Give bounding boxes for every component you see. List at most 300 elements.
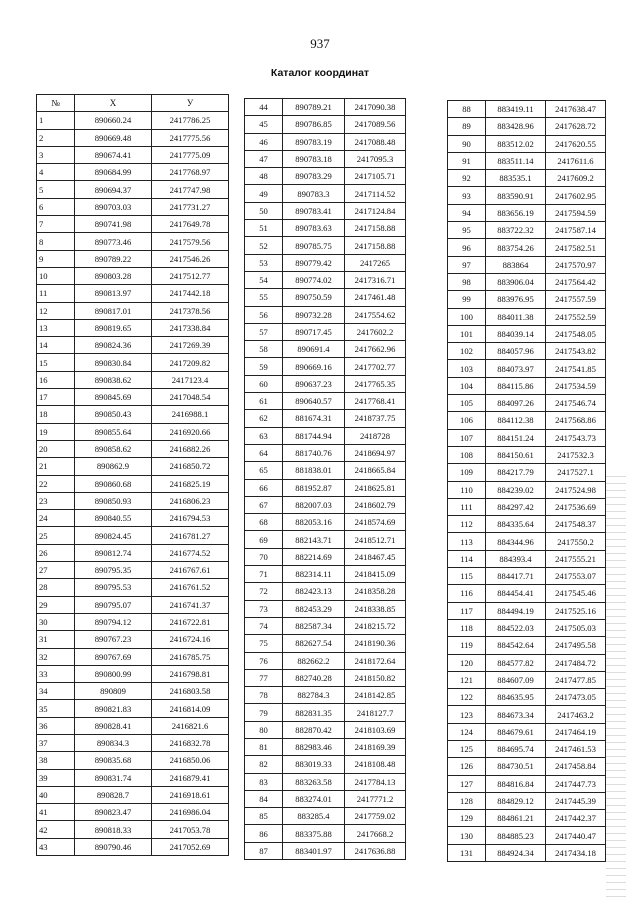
y-coordinate: 2417668.2: [345, 825, 406, 842]
y-coordinate: 2417554.62: [345, 306, 406, 323]
y-coordinate: 2417579.56: [152, 233, 229, 250]
point-number: 73: [245, 600, 283, 617]
x-coordinate: 890862.9: [75, 458, 152, 475]
table-row: [245, 738, 406, 755]
y-coordinate: 2417636.88: [345, 842, 406, 859]
point-number: 68: [245, 514, 283, 531]
table-row: [245, 444, 406, 461]
point-number: 99: [448, 291, 486, 308]
point-number: 9: [37, 250, 75, 267]
point-number: 126: [448, 758, 486, 775]
point-number: 19: [37, 423, 75, 440]
x-coordinate: 884522.03: [486, 619, 546, 636]
x-coordinate: 884635.95: [486, 689, 546, 706]
table-row: [37, 631, 229, 648]
table-row: [448, 101, 606, 118]
y-coordinate: 2418728: [345, 427, 406, 444]
table-row: [448, 360, 606, 377]
x-coordinate: 883511.14: [486, 152, 546, 169]
point-number: 66: [245, 479, 283, 496]
y-coordinate: 2417442.18: [152, 285, 229, 302]
point-number: 69: [245, 531, 283, 548]
x-coordinate: 890794.12: [75, 613, 152, 630]
y-coordinate: 2416879.41: [152, 769, 229, 786]
point-number: 61: [245, 393, 283, 410]
table-row: [448, 792, 606, 809]
point-number: 76: [245, 652, 283, 669]
point-number: 78: [245, 687, 283, 704]
y-coordinate: 2416794.53: [152, 510, 229, 527]
table-row: [37, 648, 229, 665]
y-coordinate: 2418512.71: [345, 531, 406, 548]
point-number: 114: [448, 550, 486, 567]
y-coordinate: 2417594.59: [546, 204, 606, 221]
point-number: 20: [37, 440, 75, 457]
y-coordinate: 2417461.48: [345, 289, 406, 306]
table-row: [448, 602, 606, 619]
x-coordinate: 882983.46: [283, 738, 345, 755]
y-coordinate: 2417759.02: [345, 808, 406, 825]
y-coordinate: 2417447.73: [546, 775, 606, 792]
y-coordinate: 2418190.36: [345, 635, 406, 652]
table-row: [245, 721, 406, 738]
table-row: [245, 271, 406, 288]
table-row: [37, 613, 229, 630]
table-row: [245, 704, 406, 721]
y-coordinate: 2418737.75: [345, 410, 406, 427]
y-coordinate: 2417602.95: [546, 187, 606, 204]
table-row: [245, 514, 406, 531]
point-number: 83: [245, 773, 283, 790]
point-number: 80: [245, 721, 283, 738]
y-coordinate: 2417124.84: [345, 202, 406, 219]
point-number: 56: [245, 306, 283, 323]
point-number: 101: [448, 325, 486, 342]
x-coordinate: 883976.95: [486, 291, 546, 308]
point-number: 117: [448, 602, 486, 619]
x-coordinate: 883754.26: [486, 239, 546, 256]
x-coordinate: 890819.65: [75, 319, 152, 336]
table-row: [37, 700, 229, 717]
table-row: [245, 600, 406, 617]
point-number: 50: [245, 202, 283, 219]
table-row: [245, 116, 406, 133]
x-coordinate: 882662.2: [283, 652, 345, 669]
point-number: 18: [37, 406, 75, 423]
y-coordinate: 2416724.16: [152, 631, 229, 648]
y-coordinate: 2417582.51: [546, 239, 606, 256]
table-row: [448, 585, 606, 602]
x-coordinate: 883019.33: [283, 756, 345, 773]
y-coordinate: 2417747.98: [152, 181, 229, 198]
point-number: 31: [37, 631, 75, 648]
point-number: 8: [37, 233, 75, 250]
x-coordinate: 884239.02: [486, 481, 546, 498]
table-row: [448, 118, 606, 135]
x-coordinate: 884417.71: [486, 568, 546, 585]
point-number: 90: [448, 135, 486, 152]
x-coordinate: 884073.97: [486, 360, 546, 377]
table-row: [245, 669, 406, 686]
table-row: [448, 446, 606, 463]
x-coordinate: 884885.23: [486, 827, 546, 844]
point-number: 16: [37, 371, 75, 388]
table-row: [245, 531, 406, 548]
table-row: [37, 371, 229, 388]
table-row: [37, 665, 229, 682]
table-row: [448, 706, 606, 723]
point-number: 63: [245, 427, 283, 444]
x-coordinate: 890860.68: [75, 475, 152, 492]
y-coordinate: 2417524.98: [546, 481, 606, 498]
table-row: [448, 222, 606, 239]
y-coordinate: 2417461.53: [546, 740, 606, 757]
y-coordinate: 2417512.77: [152, 267, 229, 284]
point-number: 82: [245, 756, 283, 773]
point-number: 54: [245, 271, 283, 288]
x-coordinate: 890830.84: [75, 354, 152, 371]
table-row: [245, 168, 406, 185]
y-coordinate: 2416774.52: [152, 544, 229, 561]
x-coordinate: 890767.23: [75, 631, 152, 648]
table-row: [245, 583, 406, 600]
y-coordinate: 2417527.1: [546, 464, 606, 481]
coordinates-table-2: [244, 98, 406, 860]
y-coordinate: 2417440.47: [546, 827, 606, 844]
x-coordinate: 890823.47: [75, 804, 152, 821]
point-number: 53: [245, 254, 283, 271]
x-coordinate: 890717.45: [283, 323, 345, 340]
x-coordinate: 884695.74: [486, 740, 546, 757]
point-number: 96: [448, 239, 486, 256]
x-coordinate: 890774.02: [283, 271, 345, 288]
point-number: 91: [448, 152, 486, 169]
y-coordinate: 2417775.09: [152, 146, 229, 163]
table-row: [448, 343, 606, 360]
table-row: [448, 775, 606, 792]
point-number: 87: [245, 842, 283, 859]
x-coordinate: 890850.43: [75, 406, 152, 423]
y-coordinate: 2417702.77: [345, 358, 406, 375]
point-number: 62: [245, 410, 283, 427]
x-coordinate: 890674.41: [75, 146, 152, 163]
y-coordinate: 2417775.56: [152, 129, 229, 146]
y-coordinate: 2418172.64: [345, 652, 406, 669]
table-row: [448, 239, 606, 256]
table-row: [245, 635, 406, 652]
x-coordinate: 883401.97: [283, 842, 345, 859]
table-row: [245, 756, 406, 773]
y-coordinate: 2416722.81: [152, 613, 229, 630]
x-coordinate: 890824.36: [75, 337, 152, 354]
point-number: 1: [37, 112, 75, 129]
x-coordinate: 884151.24: [486, 429, 546, 446]
y-coordinate: 2417434.18: [546, 844, 606, 861]
table-row: [37, 440, 229, 457]
y-coordinate: 2417611.6: [546, 152, 606, 169]
point-number: 98: [448, 273, 486, 290]
y-coordinate: 2416803.58: [152, 683, 229, 700]
x-coordinate: 890858.62: [75, 440, 152, 457]
x-coordinate: 890783.19: [283, 133, 345, 150]
x-coordinate: 890669.48: [75, 129, 152, 146]
x-coordinate: 890783.3: [283, 185, 345, 202]
table-row: [448, 256, 606, 273]
x-coordinate: 884115.86: [486, 377, 546, 394]
x-coordinate: 884730.51: [486, 758, 546, 775]
y-coordinate: 2418574.69: [345, 514, 406, 531]
table-row: [37, 354, 229, 371]
x-coordinate: 890691.4: [283, 341, 345, 358]
table-row: [448, 377, 606, 394]
y-coordinate: 2416986.04: [152, 804, 229, 821]
y-coordinate: 2417269.39: [152, 337, 229, 354]
y-coordinate: 2417532.3: [546, 446, 606, 463]
x-coordinate: 890779.42: [283, 254, 345, 271]
point-number: 17: [37, 389, 75, 406]
y-coordinate: 2416785.75: [152, 648, 229, 665]
point-number: 104: [448, 377, 486, 394]
x-coordinate: 881952.87: [283, 479, 345, 496]
y-coordinate: 2417548.37: [546, 516, 606, 533]
header-number: №: [37, 95, 75, 112]
table-row: [37, 302, 229, 319]
table-row: [448, 325, 606, 342]
y-coordinate: 2417628.72: [546, 118, 606, 135]
x-coordinate: 882214.69: [283, 548, 345, 565]
x-coordinate: 890824.45: [75, 527, 152, 544]
table-row: [37, 579, 229, 596]
table-row: [245, 150, 406, 167]
table-row: [448, 291, 606, 308]
point-number: 123: [448, 706, 486, 723]
x-coordinate: 883428.96: [486, 118, 546, 135]
point-number: 113: [448, 533, 486, 550]
x-coordinate: 890783.41: [283, 202, 345, 219]
x-coordinate: 884861.21: [486, 810, 546, 827]
table-row: [37, 164, 229, 181]
table-row: [448, 412, 606, 429]
table-row: [37, 804, 229, 821]
y-coordinate: 2417552.59: [546, 308, 606, 325]
table-row: [448, 810, 606, 827]
point-number: 57: [245, 323, 283, 340]
point-number: 59: [245, 358, 283, 375]
point-number: 84: [245, 790, 283, 807]
table-row: [448, 187, 606, 204]
x-coordinate: 884150.61: [486, 446, 546, 463]
y-coordinate: 2417649.78: [152, 216, 229, 233]
x-coordinate: 890817.01: [75, 302, 152, 319]
table-row: [448, 273, 606, 290]
point-number: 39: [37, 769, 75, 786]
point-number: 55: [245, 289, 283, 306]
table-row: [37, 285, 229, 302]
point-number: 77: [245, 669, 283, 686]
y-coordinate: 2417546.74: [546, 395, 606, 412]
x-coordinate: 881674.31: [283, 410, 345, 427]
point-number: 92: [448, 170, 486, 187]
y-coordinate: 2418338.85: [345, 600, 406, 617]
x-coordinate: 881838.01: [283, 462, 345, 479]
y-coordinate: 2417090.38: [345, 99, 406, 116]
table-row: [37, 492, 229, 509]
y-coordinate: 2416850.06: [152, 752, 229, 769]
table-row: [37, 769, 229, 786]
x-coordinate: 890818.33: [75, 821, 152, 838]
table-row: [448, 429, 606, 446]
x-coordinate: 883419.11: [486, 101, 546, 118]
x-coordinate: 890789.21: [283, 99, 345, 116]
x-coordinate: 890855.64: [75, 423, 152, 440]
y-coordinate: 2418602.79: [345, 496, 406, 513]
point-number: 97: [448, 256, 486, 273]
table-row: [37, 562, 229, 579]
table-row: [245, 393, 406, 410]
table-row: [37, 216, 229, 233]
x-coordinate: 884011.38: [486, 308, 546, 325]
table-row: [37, 838, 229, 855]
y-coordinate: 2416918.61: [152, 786, 229, 803]
table-row: [448, 516, 606, 533]
point-number: 122: [448, 689, 486, 706]
point-number: 108: [448, 446, 486, 463]
x-coordinate: 890783.29: [283, 168, 345, 185]
y-coordinate: 2417570.97: [546, 256, 606, 273]
y-coordinate: 2417662.96: [345, 341, 406, 358]
x-coordinate: 884393.4: [486, 550, 546, 567]
y-coordinate: 2417768.41: [345, 393, 406, 410]
point-number: 72: [245, 583, 283, 600]
point-number: 4: [37, 164, 75, 181]
table-row: [448, 170, 606, 187]
point-number: 88: [448, 101, 486, 118]
x-coordinate: 890800.99: [75, 665, 152, 682]
point-number: 42: [37, 821, 75, 838]
point-number: 130: [448, 827, 486, 844]
x-coordinate: 890850.93: [75, 492, 152, 509]
table-row: [37, 510, 229, 527]
point-number: 13: [37, 319, 75, 336]
point-number: 41: [37, 804, 75, 821]
point-number: 5: [37, 181, 75, 198]
point-number: 111: [448, 498, 486, 515]
x-coordinate: 883375.88: [283, 825, 345, 842]
y-coordinate: 2418103.69: [345, 721, 406, 738]
point-number: 95: [448, 222, 486, 239]
y-coordinate: 2416761.52: [152, 579, 229, 596]
y-coordinate: 2417731.27: [152, 198, 229, 215]
point-number: 74: [245, 617, 283, 634]
x-coordinate: 884297.42: [486, 498, 546, 515]
table-row: [37, 181, 229, 198]
table-row: [245, 220, 406, 237]
point-number: 89: [448, 118, 486, 135]
y-coordinate: 2416821.6: [152, 717, 229, 734]
x-coordinate: 881744.94: [283, 427, 345, 444]
table-row: [448, 135, 606, 152]
y-coordinate: 2417568.86: [546, 412, 606, 429]
x-coordinate: 890809: [75, 683, 152, 700]
table-row: [37, 683, 229, 700]
point-number: 106: [448, 412, 486, 429]
point-number: 37: [37, 734, 75, 751]
point-number: 129: [448, 810, 486, 827]
point-number: 128: [448, 792, 486, 809]
y-coordinate: 2417464.19: [546, 723, 606, 740]
point-number: 103: [448, 360, 486, 377]
x-coordinate: 884039.14: [486, 325, 546, 342]
point-number: 131: [448, 844, 486, 861]
point-number: 12: [37, 302, 75, 319]
x-coordinate: 882740.28: [283, 669, 345, 686]
point-number: 109: [448, 464, 486, 481]
point-number: 75: [245, 635, 283, 652]
table-row: [37, 596, 229, 613]
y-coordinate: 2417553.07: [546, 568, 606, 585]
y-coordinate: 2416806.23: [152, 492, 229, 509]
table-row: [37, 146, 229, 163]
table-row: [37, 544, 229, 561]
point-number: 28: [37, 579, 75, 596]
header-x: X: [75, 95, 152, 112]
table-row: [245, 133, 406, 150]
point-number: 14: [37, 337, 75, 354]
x-coordinate: 883590.91: [486, 187, 546, 204]
y-coordinate: 2417477.85: [546, 671, 606, 688]
table-row: [37, 267, 229, 284]
x-coordinate: 890694.37: [75, 181, 152, 198]
point-number: 85: [245, 808, 283, 825]
x-coordinate: 890640.57: [283, 393, 345, 410]
table-row: [448, 740, 606, 757]
table-row: [37, 717, 229, 734]
y-coordinate: 2417209.82: [152, 354, 229, 371]
table-row: [448, 533, 606, 550]
point-number: 107: [448, 429, 486, 446]
table-row: [245, 358, 406, 375]
table-row: [448, 637, 606, 654]
x-coordinate: 890660.24: [75, 112, 152, 129]
table-row: [245, 773, 406, 790]
y-coordinate: 2417123.4: [152, 371, 229, 388]
point-number: 71: [245, 566, 283, 583]
x-coordinate: 883512.02: [486, 135, 546, 152]
point-number: 124: [448, 723, 486, 740]
y-coordinate: 2417534.59: [546, 377, 606, 394]
point-number: 60: [245, 375, 283, 392]
x-coordinate: 884454.41: [486, 585, 546, 602]
x-coordinate: 884816.84: [486, 775, 546, 792]
x-coordinate: 883906.04: [486, 273, 546, 290]
y-coordinate: 2417053.78: [152, 821, 229, 838]
x-coordinate: 890785.75: [283, 237, 345, 254]
table-row: [37, 786, 229, 803]
table-row: [37, 458, 229, 475]
table-row: [245, 462, 406, 479]
point-number: 105: [448, 395, 486, 412]
x-coordinate: 882143.71: [283, 531, 345, 548]
table-row: [245, 237, 406, 254]
x-coordinate: 883285.4: [283, 808, 345, 825]
point-number: 36: [37, 717, 75, 734]
y-coordinate: 2418625.81: [345, 479, 406, 496]
y-coordinate: 2418150.82: [345, 669, 406, 686]
point-number: 33: [37, 665, 75, 682]
table-row: [37, 423, 229, 440]
x-coordinate: 882784.3: [283, 687, 345, 704]
point-number: 121: [448, 671, 486, 688]
